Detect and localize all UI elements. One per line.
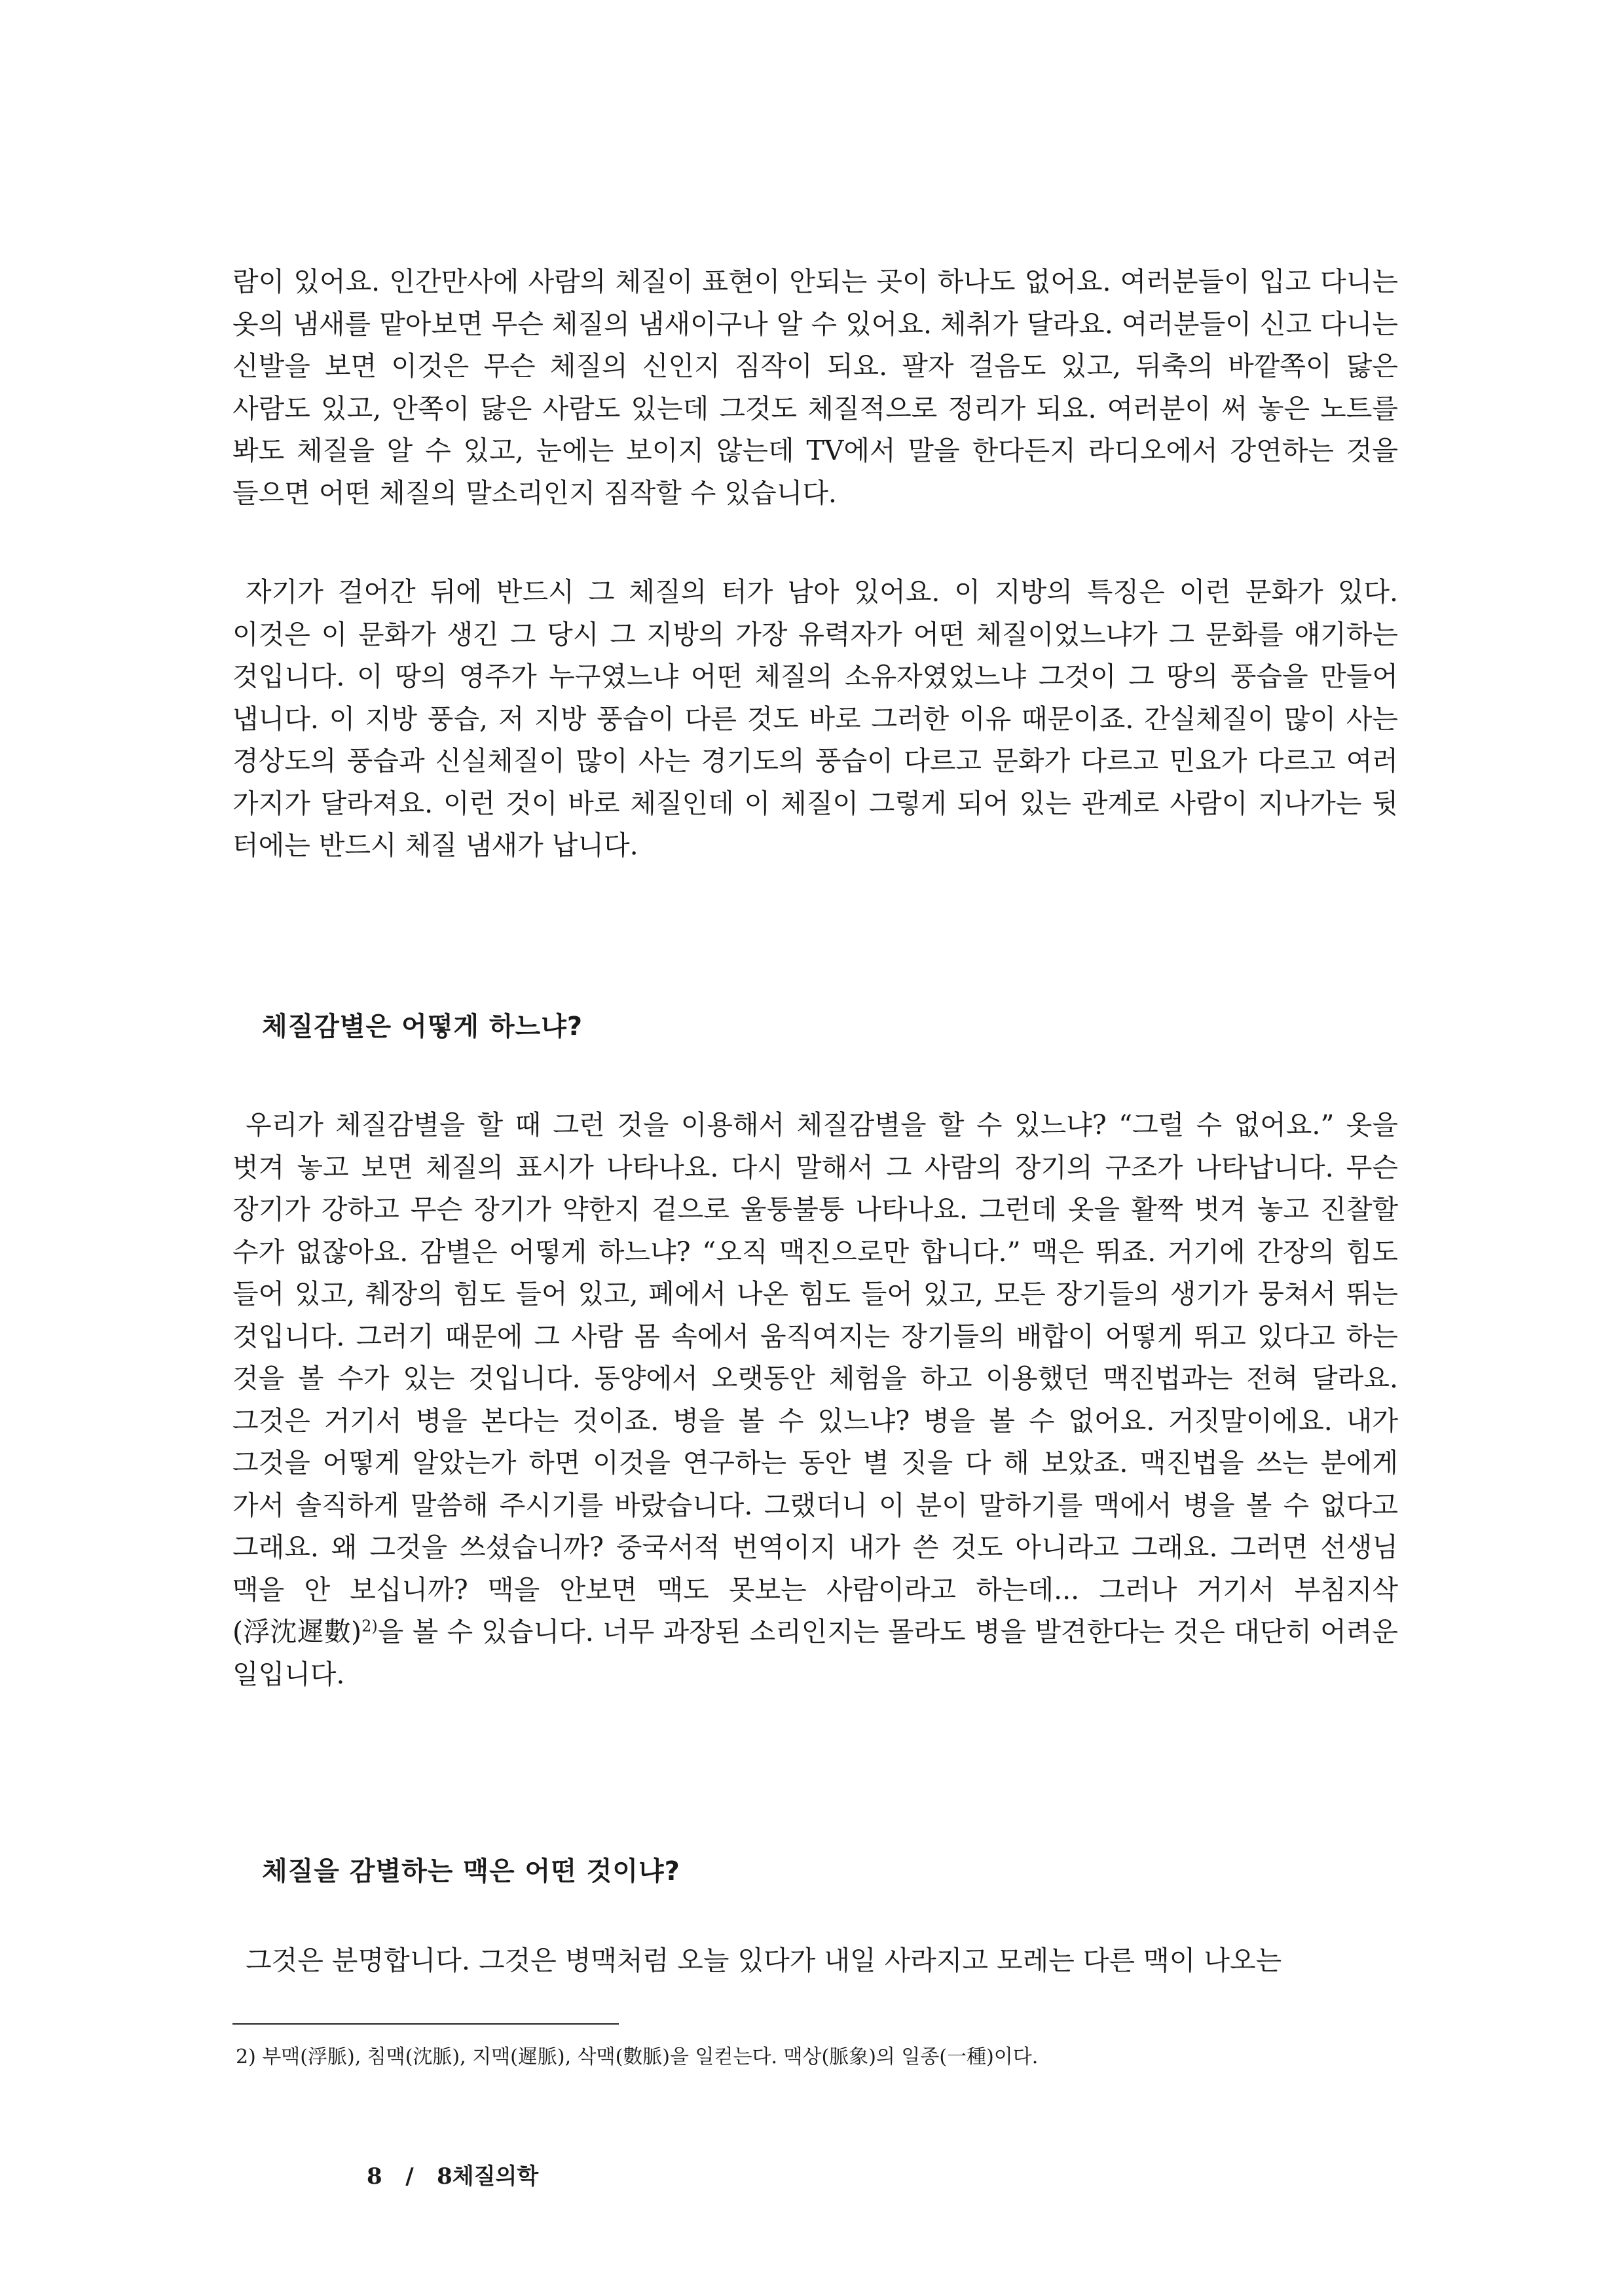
page-footer bbox=[367, 2158, 538, 2190]
paragraph-body-3 bbox=[232, 1104, 1398, 1695]
paragraph-body-3-part-b: 을 볼 수 있습니다. 너무 과장된 소리인지는 몰라도 병을 발견한다는 것은 대단히 어려운 일입니다. bbox=[232, 1616, 1398, 1690]
paragraph-body-3-part-a: 우리가 체질감별을 할 때 그런 것을 이용해서 체질감별을 할 수 있느냐? “그럴 수 없어요.” 옷을 벗겨 놓고 보면 체질의 표시가 나타나요. 다시 말해서 그 사람의 장기의 구조가 나타납니다. 무슨 장기가 강하고 무슨 장기가 약한지 겉으로 울퉁불퉁 나타나요. 그런데 옷을 활짝 벗겨 놓고 진찰할 수가 없잖아요. 감별은 어떻게 하느냐? “오직 맥진으로만 합니다.” 맥은 뛰죠. 거기에 간장의 힘도 들어 있고, 췌장의 힘도 들어 있고, 폐에서 나온 힘도 들어 있고, 모든 장기들의 생기가 뭉쳐서 뛰는 것입니다. 그러기 때문에 그 사람 몸 속에서 움직여지는 장기들의 배합이 어떻게 뛰고 있다고 하는 것을 볼 수가 있는 것입니다. 동양에서 오랫동안 체험을 하고 이용했던 맥진법과는 전혀 달라요. 그것은 거기서 병을 본다는 것이죠. 병을 볼 수 있느냐? 병을 볼 수 없어요. 거짓말이에요. 내가 그것을 어떻게 알았는가 하면 이것을 연구하는 동안 별 짓을 다 해 보았죠. 맥진법을 쓰는 분에게 가서 솔직하게 말씀해 주시기를 바랐습니다. 그랬더니 이 분이 말하기를 맥에서 병을 볼 수 없다고 그래요. 왜 그것을 쓰셨습니까? 중국서적 번역이지 내가 쓴 것도 아니라고 그래요. 그러면 선생님 맥을 안 보십니까? 맥을 안보면 맥도 못보는 사람이라고 하는데... 그러나 거기서 부침지삭(浮沈遲數) bbox=[232, 1109, 1398, 1647]
paragraph-body-1: 람이 있어요. 인간만사에 사람의 체질이 표현이 안되는 곳이 하나도 없어요. 여러분들이 입고 다니는 옷의 냄새를 맡아보면 무슨 체질의 냄새이구나 알 수 있어요. 체취가 달라요. 여러분들이 신고 다니는 신발을 보면 이것은 무슨 체질의 신인지 짐작이 되요. 팔자 걸음도 있고, 뒤축의 바깥쪽이 닳은 사람도 있고, 안쪽이 닳은 사람도 있는데 그것도 체질적으로 정리가 되요. 여러분이 써 놓은 노트를 봐도 체질을 알 수 있고, 눈에는 보이지 않는데 TV에서 말을 한다든지 라디오에서 강연하는 것을 들으면 어떤 체질의 말소리인지 짐작할 수 있습니다. bbox=[232, 266, 1398, 509]
footer-title: 8체질의학 bbox=[437, 2163, 539, 2190]
footnote-reference[interactable]: 2) bbox=[361, 1617, 378, 1636]
section-heading-constitution-diagnosis: 체질감별은 어떻게 하느냐? bbox=[262, 1012, 583, 1042]
footnote: 2) 부맥(浮脈), 침맥(沈脈), 지맥(遲脈), 삭맥(數脈)을 일컫는다. 맥상(脈象)의 일종(一種)이다. bbox=[236, 2046, 1039, 2068]
paragraph-body-4: 그것은 분명합니다. 그것은 병맥처럼 오늘 있다가 내일 사라지고 모레는 다른 맥이 나오는 bbox=[246, 1945, 1282, 1976]
footnote-divider bbox=[232, 2023, 619, 2025]
section-heading-pulse-type: 체질을 감별하는 맥은 어떤 것이냐? bbox=[262, 1856, 680, 1886]
page-number: 8 bbox=[367, 2163, 382, 2190]
paragraph-body-2: 자기가 걸어간 뒤에 반드시 그 체질의 터가 남아 있어요. 이 지방의 특징은 이런 문화가 있다. 이것은 이 문화가 생긴 그 당시 그 지방의 가장 유력자가 어떤 체질이었느냐가 그 문화를 얘기하는 것입니다. 이 땅의 영주가 누구였느냐 어떤 체질의 소유자였었느냐 그것이 그 땅의 풍습을 만들어 냅니다. 이 지방 풍습, 저 지방 풍습이 다른 것도 바로 그러한 이유 때문이죠. 간실체질이 많이 사는 경상도의 풍습과 신실체질이 많이 사는 경기도의 풍습이 다르고 문화가 다르고 민요가 다르고 여러 가지가 달라져요. 이런 것이 바로 체질인데 이 체질이 그렇게 되어 있는 관계로 사람이 지나가는 뒷 터에는 반드시 체질 냄새가 납니다. bbox=[232, 576, 1398, 861]
footer-separator: / bbox=[405, 2163, 414, 2190]
